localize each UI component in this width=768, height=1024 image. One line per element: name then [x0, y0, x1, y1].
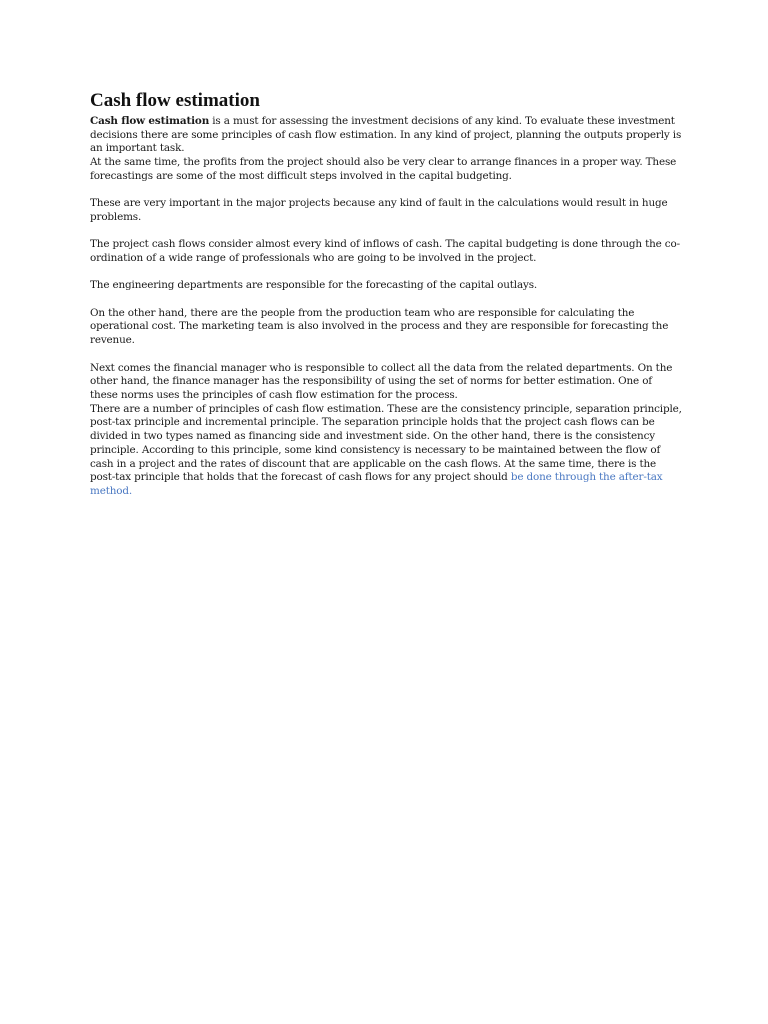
- principles-text: There are a number of principles of cash flow estimation. These are the consistency principle, separation principle, post-tax principle and incremental principle. The separation principle holds that the project cash flows can be divided in two types named as financing side and investment side. On the other hand, there is the consistency principle. According to this principle, some kind consistency is necessary to be maintained between the flow of cash in a project and the rates of discount that are applicable on the cash flows. At the same time, there is the post-tax principle that holds that the forecast of cash flows for any project should: [90, 402, 682, 484]
- paragraph-financial-manager: Next comes the financial manager who is responsible to collect all the data from the related departments. On the other hand, the finance manager has the responsibility of using the set of norms for better estimation. One of these norms uses the principles of cash flow estimation for the process.: [90, 361, 673, 401]
- document-page: [90, 90, 682, 499]
- paragraph-production-marketing: On the other hand, there are the people from the production team who are responsible for calculating the operational cost. The marketing team is also involved in the process and they are responsible for forecasting the revenue.: [90, 306, 669, 347]
- intro-lead-term: Cash flow estimation: [90, 115, 210, 127]
- paragraph-intro: [90, 115, 682, 156]
- paragraph-principles: [90, 403, 682, 499]
- intro-text: is a must for assessing the investment decisions of any kind. To evaluate these investment decisions there are some principles of cash flow estimation. In any kind of project, planning the outputs properly is an important task.: [90, 115, 682, 155]
- document-title: Cash flow estimation: [90, 90, 260, 111]
- paragraph-profits: At the same time, the profits from the project should also be very clear to arrange finances in a proper way. These forecastings are some of the most difficult steps involved in the capital budgeting.: [90, 156, 677, 182]
- paragraph-engineering: The engineering departments are responsible for the forecasting of the capital outlays.: [90, 279, 538, 292]
- after-tax-method-link[interactable]: be done through the after-tax method.: [90, 471, 663, 497]
- paragraph-project-cash-flows: The project cash flows consider almost every kind of inflows of cash. The capital budgeting is done through the co-ordination of a wide range of professionals who are going to be involved in the project.: [90, 238, 680, 264]
- paragraph-major-projects: These are very important in the major projects because any kind of fault in the calculations would result in huge problems.: [90, 197, 668, 223]
